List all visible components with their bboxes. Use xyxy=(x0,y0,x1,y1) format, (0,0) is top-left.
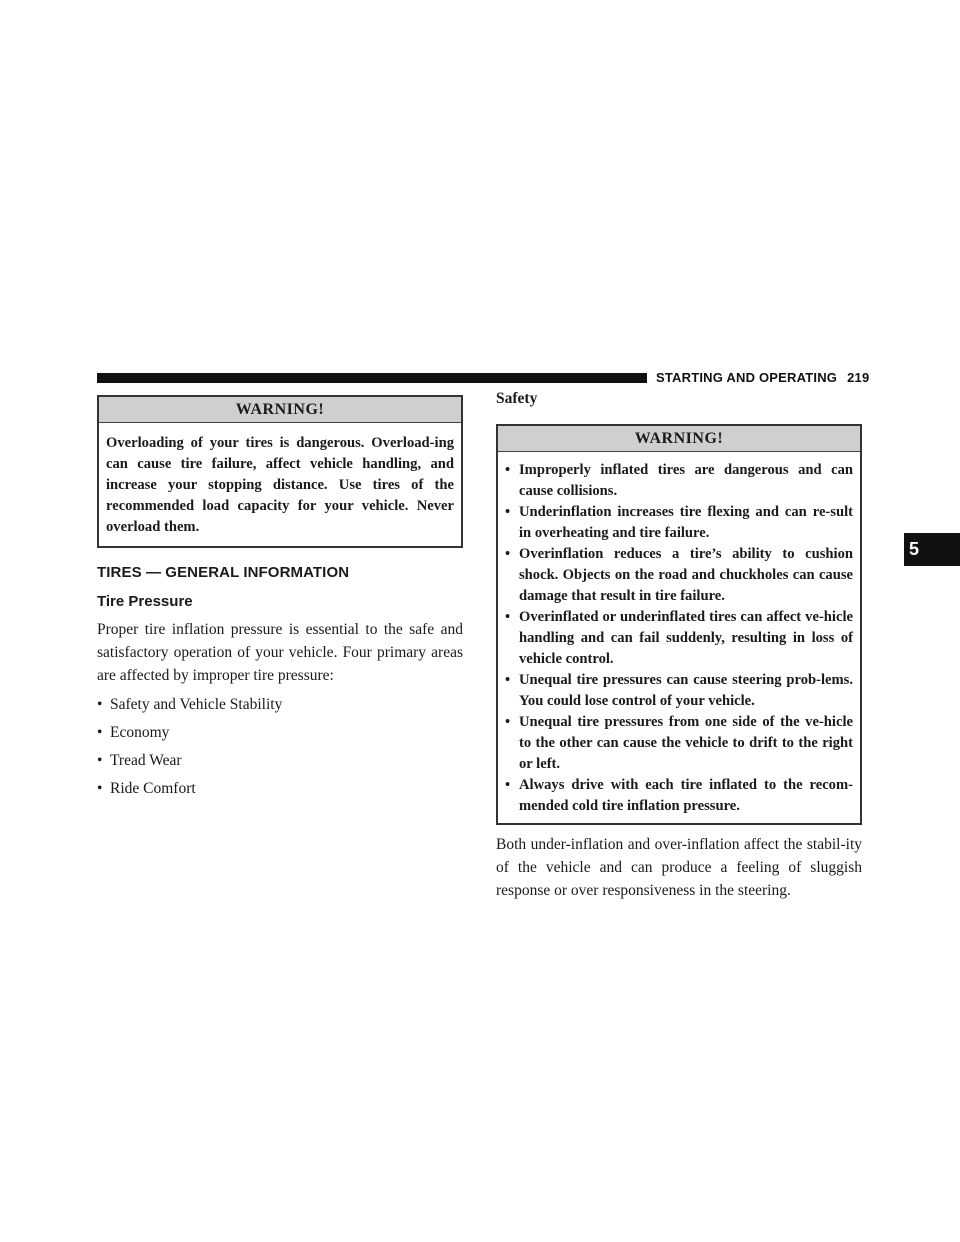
safety-warning-list xyxy=(498,452,860,823)
subsection-title: Tire Pressure xyxy=(97,593,193,610)
list-item: • Tread Wear xyxy=(97,747,463,775)
list-item: • Overinflated or underinflated tires can affect ve-hicle handling and can fail suddenly, resulting in loss of vehicle control. xyxy=(505,607,853,670)
overload-warning-box xyxy=(97,395,463,548)
tire-pressure-paragraph: Proper tire inflation pressure is essential to the safe and satisfactory operation of your vehicle. Four primary areas are affected by improper tire pressure: xyxy=(97,621,463,684)
list-item: • Underinflation increases tire flexing and can re-sult in overheating and tire failure. xyxy=(505,502,853,544)
page-number: 219 xyxy=(847,370,870,385)
left-column xyxy=(97,395,463,803)
list-item: • Overinflation reduces a tire’s ability to cushion shock. Objects on the road and chuckholes can cause damage that result in tire failure. xyxy=(505,544,853,607)
list-item: • Improperly inflated tires are dangerous and can cause collisions. xyxy=(505,460,853,502)
safety-warning-box xyxy=(496,424,862,825)
warning-title: WARNING! xyxy=(498,426,860,452)
stability-paragraph: Both under-inflation and over-inflation affect the stabil-ity of the vehicle and can produce a feeling of sluggish response or over responsiveness in the steering. xyxy=(496,836,862,899)
right-column xyxy=(496,390,862,902)
list-item: • Unequal tire pressures can cause steering prob-lems. You could lose control of your vehicle. xyxy=(505,670,853,712)
list-item: • Safety and Vehicle Stability xyxy=(97,691,463,719)
safety-title: Safety xyxy=(496,390,538,407)
list-item: • Ride Comfort xyxy=(97,775,463,803)
list-item: • Unequal tire pressures from one side of the ve-hicle to the other can cause the vehicle to drift to the right or left. xyxy=(505,712,853,775)
warning-title: WARNING! xyxy=(99,397,461,423)
header-rule xyxy=(97,373,647,383)
running-header xyxy=(656,370,869,385)
list-item: • Always drive with each tire inflated to the recom-mended cold tire inflation pressure. xyxy=(505,775,853,817)
list-item: • Economy xyxy=(97,719,463,747)
warning-text: Overloading of your tires is dangerous. Overload-ing can cause tire failure, affect vehicle handling, and increase your stopping distance. Use tires of the recommended load capacity for your vehicle. Never overload them. xyxy=(106,435,454,535)
chapter-tab: 5 xyxy=(904,533,960,566)
section-name: STARTING AND OPERATING xyxy=(656,370,838,385)
affected-areas-list xyxy=(97,691,463,803)
section-title: TIRES — GENERAL INFORMATION xyxy=(97,564,350,581)
